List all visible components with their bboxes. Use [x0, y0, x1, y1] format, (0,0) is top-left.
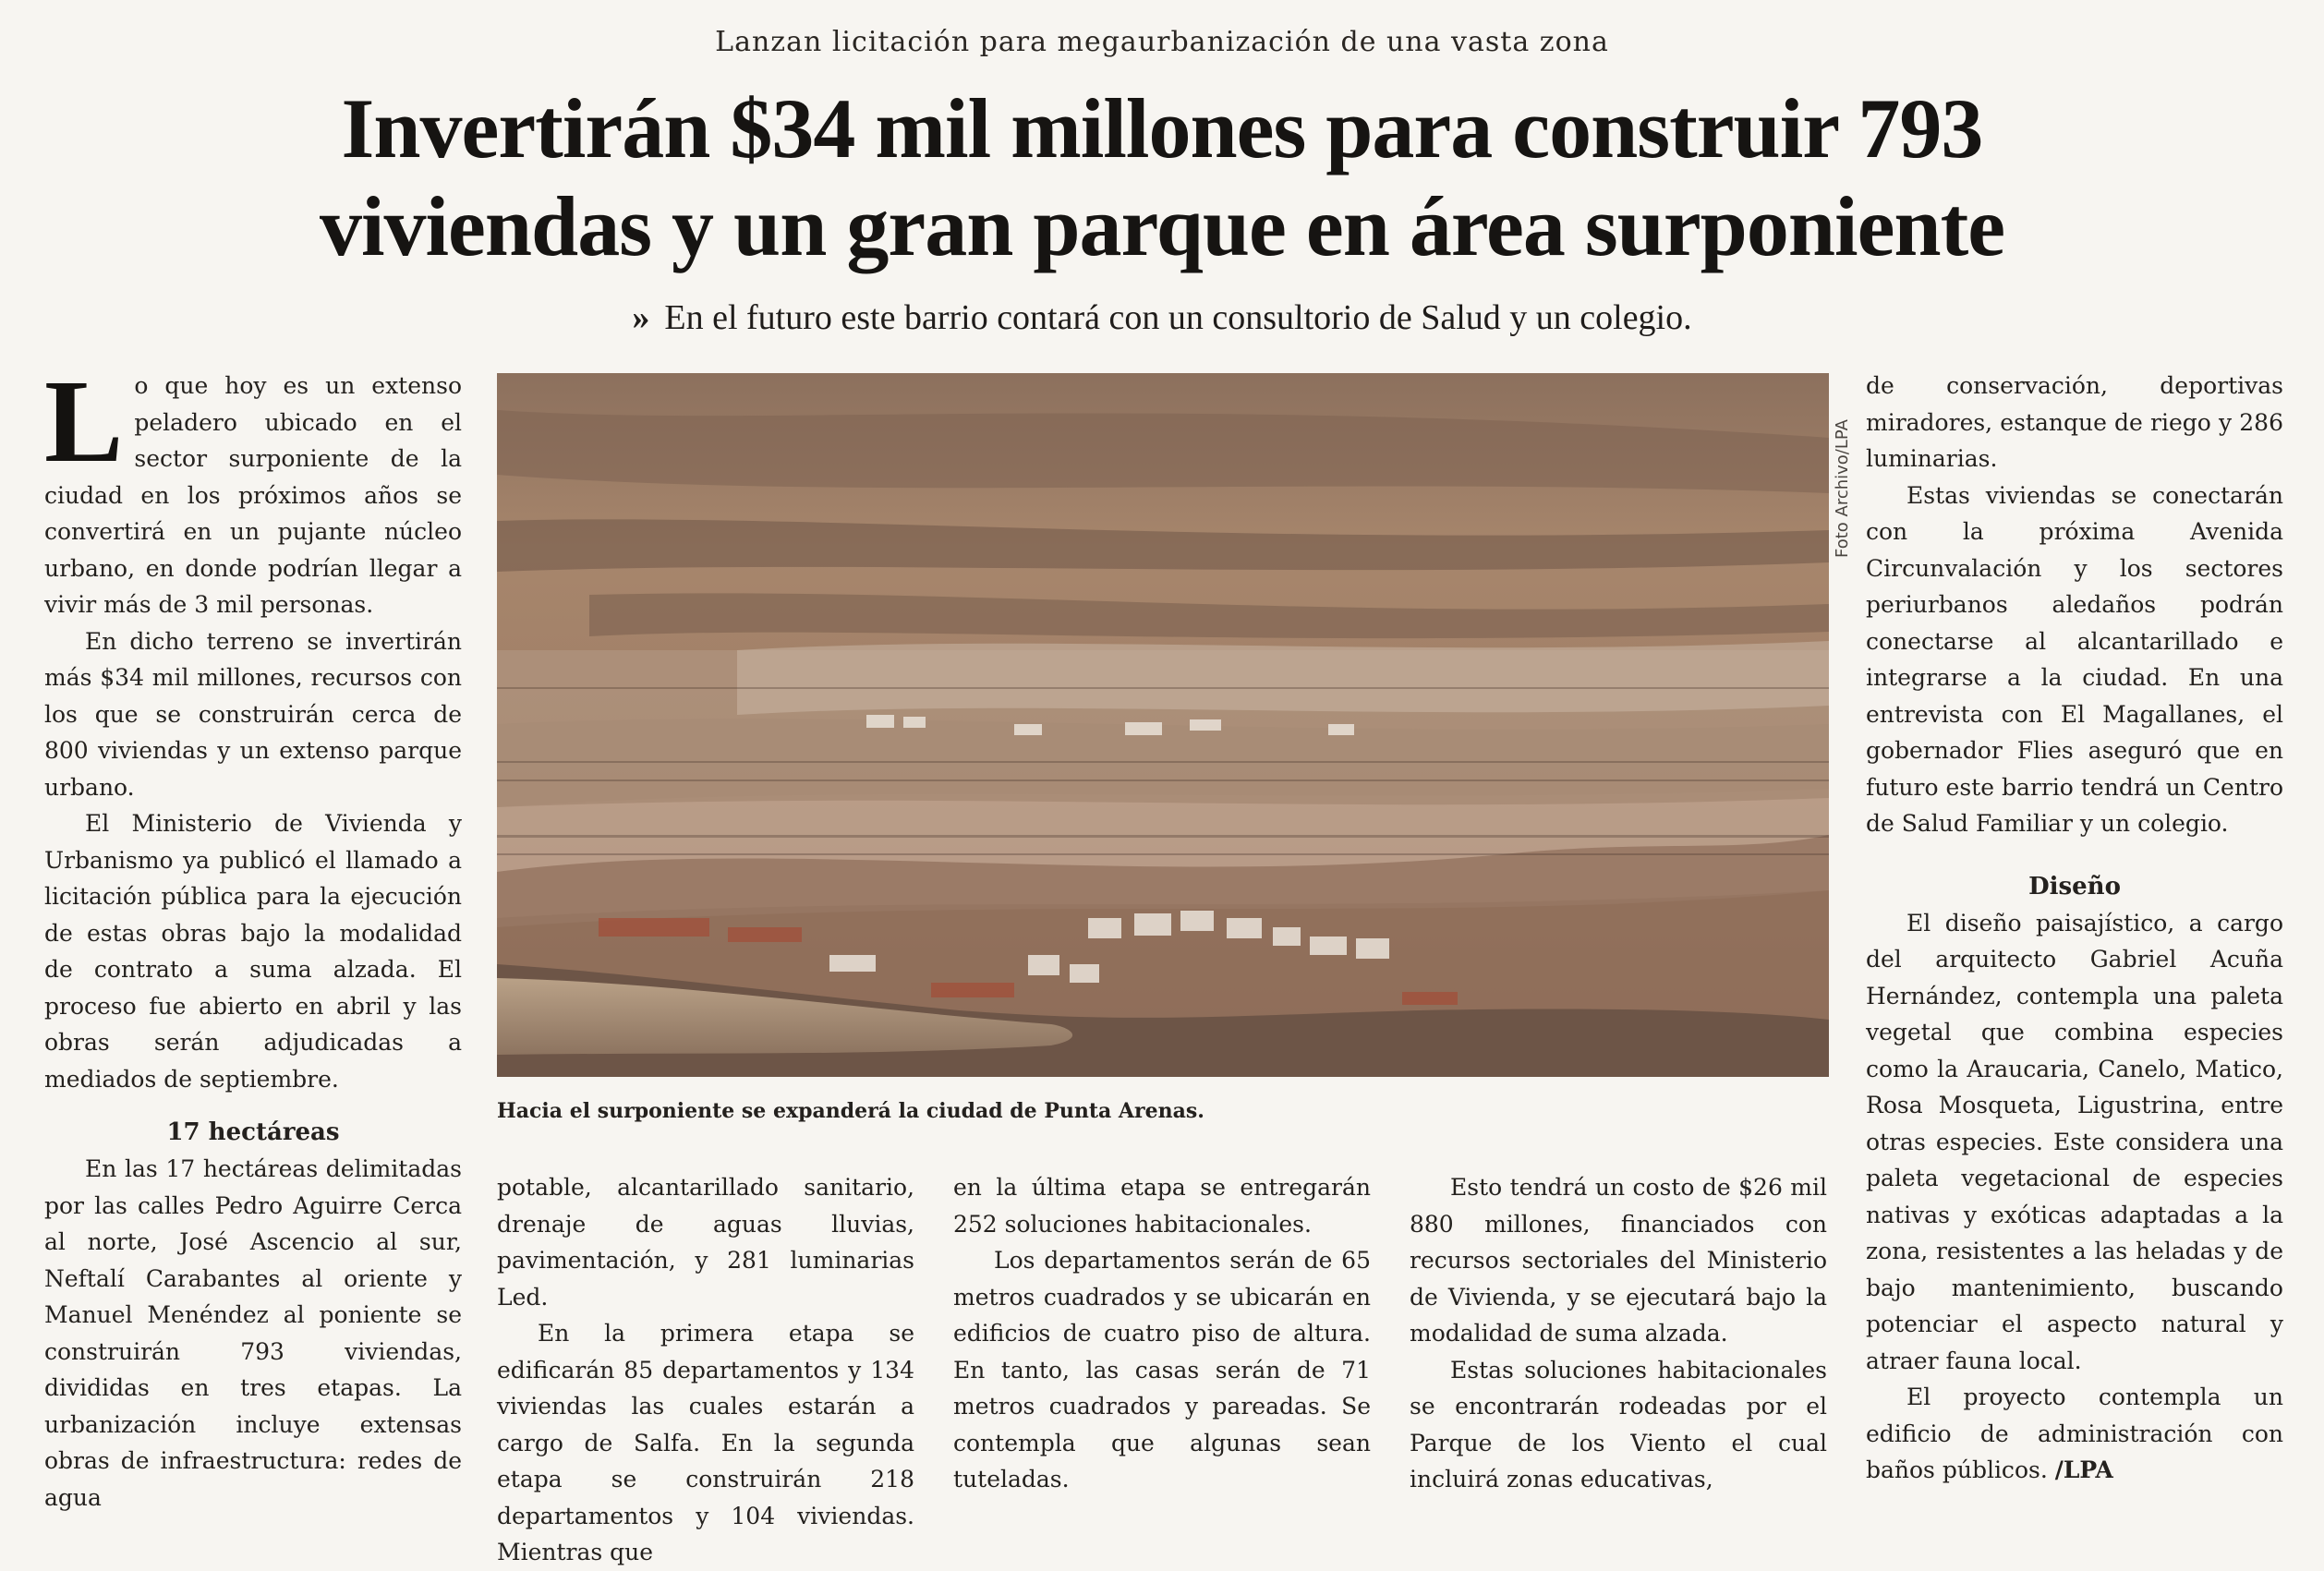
headline-line-2: viviendas y un gran parque en área surponiente: [319, 179, 2005, 273]
column-5: [1866, 368, 2283, 1489]
chevron-right-icon: »: [632, 298, 650, 337]
paragraph: en la última etapa se entregarán 252 soluciones habitacionales.: [953, 1174, 1371, 1238]
headline: [0, 79, 2324, 275]
paragraph: En dicho terreno se invertirán más $34 mil millones, recursos con los que se construirán cerca de 800 viviendas y un extenso parque urbano.: [44, 627, 462, 801]
paragraph: [44, 356, 462, 623]
paragraph: En las 17 hectáreas delimitadas por las calles Pedro Aguirre Cerca al norte, José Ascencio al sur, Neftalí Carabantes al oriente y Manuel Menéndez al poniente se construirán 793 viviendas, divididas en tres etapas. La urbanización incluye extensas obras de infraestructura: redes de agua: [44, 1155, 462, 1511]
subhead-text: En el futuro este barrio contará con un consultorio de Salud y un colegio.: [664, 298, 1692, 337]
headline-line-1: Invertirán $34 mil millones para construir 793: [341, 81, 1983, 175]
drop-cap: L: [44, 356, 124, 487]
paragraph: En la primera etapa se edificarán 85 departamentos y 134 viviendas las cuales estarán a cargo de Salfa. En la segunda etapa se construirán 218 departamentos y 104 viviendas. Mientras que: [497, 1320, 914, 1565]
paragraph: de conservación, deportivas miradores, estanque de riego y 286 luminarias.: [1866, 372, 2283, 472]
section-heading: Diseño: [2028, 872, 2121, 900]
paragraph: Estas viviendas se conectarán con la próxima Avenida Circunvalación y los sectores periurbanos aledaños podrán conectarse al alcantarillado e integrarse a la ciudad. En una entrevista con El Magallanes, el gobernador Flies aseguró que en futuro este barrio tendrá un Centro de Salud Familiar y un colegio.: [1866, 481, 2283, 837]
paragraph-text: El proyecto contempla un edificio de administración con baños públicos.: [1866, 1384, 2283, 1483]
photo-credit: Foto Archivo/LPA: [1833, 419, 1852, 558]
paragraph: El Ministerio de Vivienda y Urbanismo ya publicó el llamado a licitación pública para la ejecución de estas obras bajo la modalidad de contrato a suma alzada. El proceso fue abierto en abril y las obras serán adjudicadas a mediados de septiembre.: [44, 810, 462, 1093]
section-heading: 17 hectáreas: [166, 1118, 340, 1146]
column-3: [953, 1169, 1371, 1498]
column-1: [44, 356, 462, 1516]
subhead: [0, 297, 2324, 338]
paragraph: [1866, 1379, 2283, 1489]
aerial-city-photo: [497, 373, 1829, 1077]
paragraph: Esto tendrá un costo de $26 mil 880 millones, financiados con recursos sectoriales del Ministerio de Vivienda, y se ejecutará bajo la modalidad de suma alzada.: [1410, 1174, 1827, 1347]
kicker: Lanzan licitación para megaurbanización de una vasta zona: [715, 26, 1609, 58]
signature: /LPA: [2054, 1456, 2113, 1483]
paragraph: Estas soluciones habitacionales se encontrarán rodeadas por el Parque de los Viento el cual incluirá zonas educativas,: [1410, 1356, 1827, 1492]
photo-caption: Hacia el surponiente se expanderá la ciudad de Punta Arenas.: [497, 1099, 1204, 1123]
column-2: [497, 1169, 914, 1571]
photo-illustration: [497, 373, 1829, 1077]
paragraph: potable, alcantarillado sanitario, drenaje de aguas lluvias, pavimentación, y 281 luminarias Led.: [497, 1174, 914, 1311]
paragraph-text: o que hoy es un extenso peladero ubicado en el sector surponiente de la ciudad en los próximos años se convertirá en un pujante núcleo urbano, en donde podrían llegar a vivir más de 3 mil personas.: [44, 372, 462, 618]
column-4: [1410, 1169, 1827, 1498]
paragraph: El diseño paisajístico, a cargo del arquitecto Gabriel Acuña Hernández, contempla una paleta vegetal que combina especies como la Araucaria, Canelo, Matico, Rosa Mosqueta, Ligustrina, entre otras especies. Este considera una paleta vegetacional de especies nativas y exóticas adaptadas a la zona, resistentes a las heladas y de bajo mantenimiento, buscando potenciar el aspecto natural y atraer fauna local.: [1866, 909, 2283, 1374]
paragraph: Los departamentos serán de 65 metros cuadrados y se ubicarán en edificios de cuatro piso de altura. En tanto, las casas serán de 71 metros cuadrados y pareadas. Se contempla que algunas sean tuteladas.: [953, 1247, 1371, 1492]
